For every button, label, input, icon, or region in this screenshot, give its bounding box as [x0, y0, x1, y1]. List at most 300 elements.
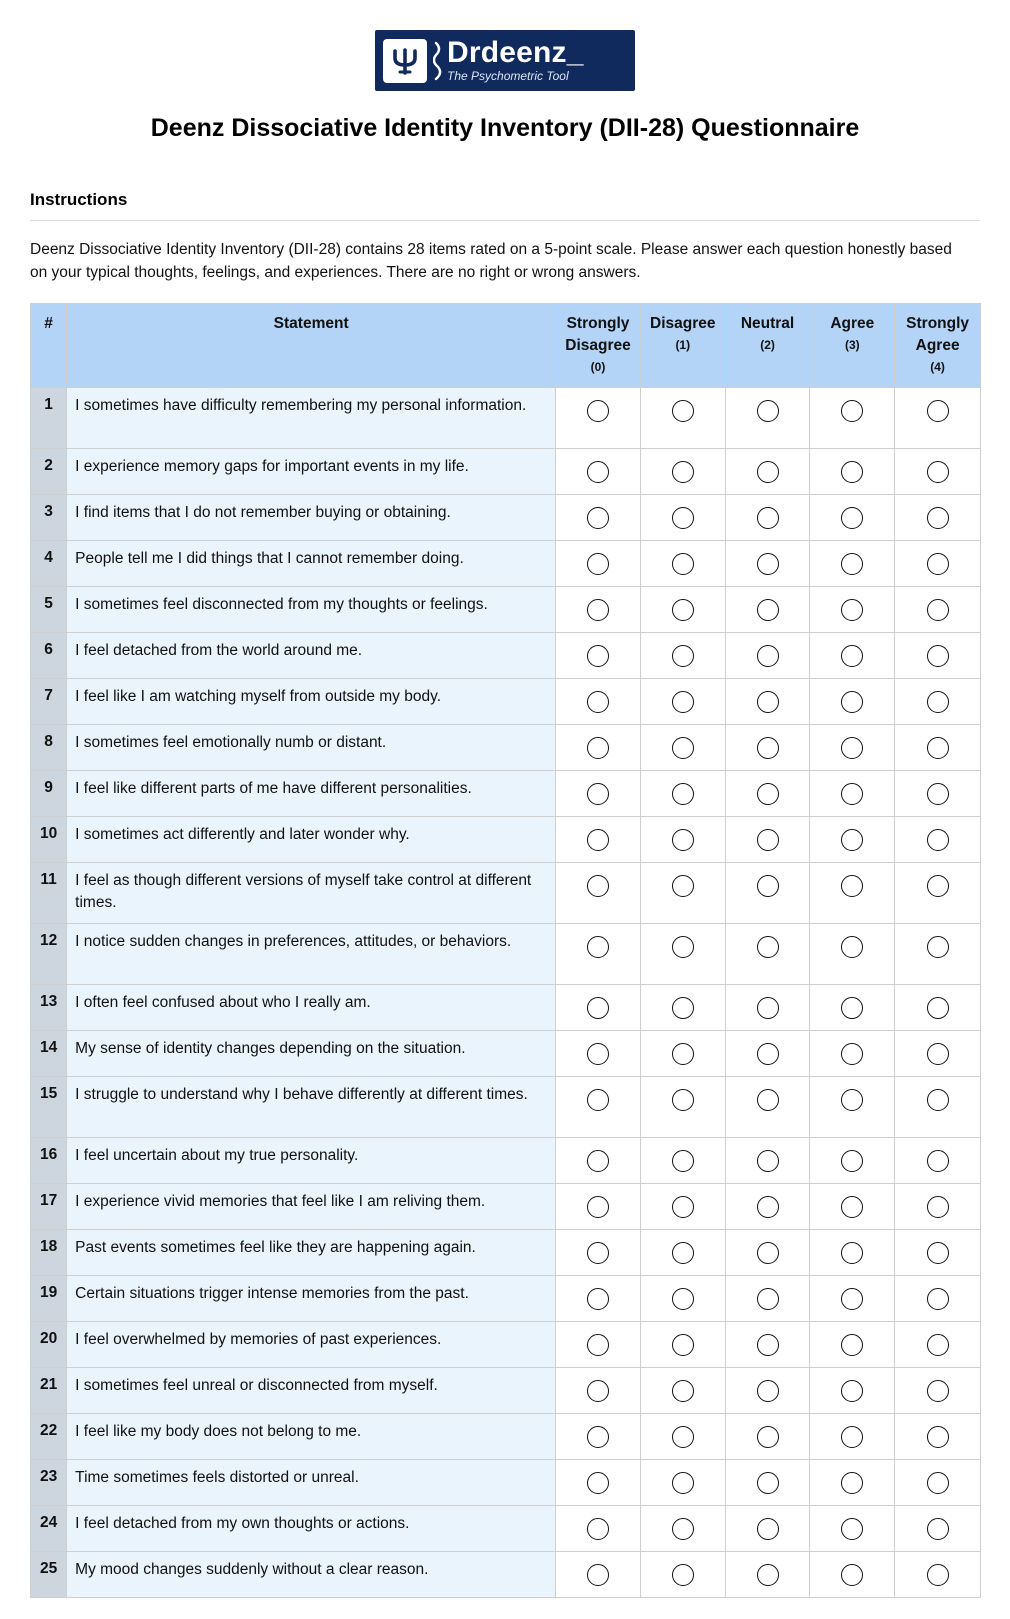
radio-button[interactable] [927, 645, 949, 667]
radio-button[interactable] [927, 1288, 949, 1310]
option-cell [810, 388, 895, 449]
option-cell [810, 495, 895, 541]
option-cell [556, 587, 641, 633]
radio-button[interactable] [927, 599, 949, 621]
option-cell [556, 1031, 641, 1077]
option-cell [810, 1506, 895, 1552]
radio-button[interactable] [587, 783, 609, 805]
option-cell [895, 1230, 981, 1276]
radio-button[interactable] [587, 1089, 609, 1111]
option-cell [895, 1414, 981, 1460]
item-statement: I experience memory gaps for important events in my life. [67, 449, 556, 495]
option-cell [725, 679, 810, 725]
radio-button[interactable] [927, 1242, 949, 1264]
radio-button[interactable] [672, 783, 694, 805]
item-number: 13 [31, 985, 67, 1031]
radio-button[interactable] [587, 1288, 609, 1310]
radio-button[interactable] [672, 1426, 694, 1448]
option-cell [556, 1322, 641, 1368]
radio-button[interactable] [672, 553, 694, 575]
header-option-label: Disagree [650, 315, 716, 332]
option-cell [556, 1460, 641, 1506]
psi-icon [383, 39, 427, 83]
radio-button[interactable] [927, 1380, 949, 1402]
item-number: 25 [31, 1552, 67, 1598]
radio-button[interactable] [587, 1334, 609, 1356]
radio-button[interactable] [757, 1518, 779, 1540]
item-number: 3 [31, 495, 67, 541]
option-cell [725, 725, 810, 771]
option-cell [810, 1414, 895, 1460]
option-cell [725, 985, 810, 1031]
radio-button[interactable] [587, 1196, 609, 1218]
radio-button[interactable] [672, 1380, 694, 1402]
option-cell [725, 863, 810, 924]
option-cell [725, 1460, 810, 1506]
option-cell [725, 1506, 810, 1552]
radio-button[interactable] [841, 1196, 863, 1218]
table-row [31, 1230, 981, 1276]
radio-button[interactable] [927, 936, 949, 958]
option-cell [556, 1552, 641, 1598]
option-cell [725, 1552, 810, 1598]
item-statement: I feel overwhelmed by memories of past experiences. [67, 1322, 556, 1368]
option-cell [810, 1276, 895, 1322]
wave-icon [433, 41, 443, 81]
radio-button[interactable] [672, 1472, 694, 1494]
radio-button[interactable] [841, 875, 863, 897]
radio-button[interactable] [927, 737, 949, 759]
radio-button[interactable] [841, 599, 863, 621]
radio-button[interactable] [841, 553, 863, 575]
option-cell [640, 388, 725, 449]
radio-button[interactable] [587, 599, 609, 621]
radio-button[interactable] [672, 1564, 694, 1586]
table-row [31, 679, 981, 725]
item-statement: I feel like different parts of me have different personalities. [67, 771, 556, 817]
header-option [556, 304, 641, 388]
radio-button[interactable] [841, 507, 863, 529]
radio-button[interactable] [757, 461, 779, 483]
radio-button[interactable] [672, 599, 694, 621]
radio-button[interactable] [587, 691, 609, 713]
option-cell [895, 587, 981, 633]
option-cell [556, 1138, 641, 1184]
option-cell [640, 725, 725, 771]
radio-button[interactable] [672, 936, 694, 958]
radio-button[interactable] [841, 1043, 863, 1065]
radio-button[interactable] [841, 1089, 863, 1111]
instructions-divider [30, 220, 980, 221]
radio-button[interactable] [757, 875, 779, 897]
brand-name: Drdeenz_ [447, 36, 584, 69]
option-cell [556, 388, 641, 449]
table-row [31, 817, 981, 863]
radio-button[interactable] [672, 829, 694, 851]
radio-button[interactable] [841, 1242, 863, 1264]
item-statement: I experience vivid memories that feel like I am reliving them. [67, 1184, 556, 1230]
option-cell [895, 1506, 981, 1552]
radio-button[interactable] [927, 1472, 949, 1494]
option-cell [556, 1414, 641, 1460]
item-statement: I often feel confused about who I really am. [67, 985, 556, 1031]
radio-button[interactable] [672, 1242, 694, 1264]
item-statement: I sometimes feel unreal or disconnected from myself. [67, 1368, 556, 1414]
radio-button[interactable] [841, 997, 863, 1019]
item-number: 15 [31, 1077, 67, 1138]
brand-tagline: The Psychometric Tool [447, 69, 569, 83]
option-cell [810, 587, 895, 633]
option-cell [556, 1368, 641, 1414]
radio-button[interactable] [757, 997, 779, 1019]
option-cell [640, 771, 725, 817]
item-number: 5 [31, 587, 67, 633]
option-cell [640, 1077, 725, 1138]
radio-button[interactable] [841, 691, 863, 713]
table-row [31, 1276, 981, 1322]
instructions-heading: Instructions [30, 190, 128, 209]
radio-button[interactable] [757, 1150, 779, 1172]
option-cell [556, 1077, 641, 1138]
radio-button[interactable] [587, 645, 609, 667]
item-statement: I feel detached from my own thoughts or actions. [67, 1506, 556, 1552]
radio-button[interactable] [757, 1334, 779, 1356]
radio-button[interactable] [927, 1089, 949, 1111]
instructions-text: Deenz Dissociative Identity Inventory (DII-28) contains 28 items rated on a 5-point scale. Please answer each question honestly based on your typical thoughts, feelings, and experiences. There are no right or wrong answers. [30, 241, 952, 281]
item-number: 22 [31, 1414, 67, 1460]
option-cell [725, 449, 810, 495]
option-cell [640, 1552, 725, 1598]
item-statement: I sometimes have difficulty remembering my personal information. [67, 388, 556, 449]
option-cell [725, 495, 810, 541]
header-option-score: (4) [930, 360, 945, 374]
radio-button[interactable] [672, 400, 694, 422]
radio-button[interactable] [672, 461, 694, 483]
table-row [31, 495, 981, 541]
item-number: 11 [31, 863, 67, 924]
radio-button[interactable] [841, 400, 863, 422]
option-cell [895, 924, 981, 985]
option-cell [810, 1031, 895, 1077]
radio-button[interactable] [927, 875, 949, 897]
table-row [31, 771, 981, 817]
radio-button[interactable] [757, 599, 779, 621]
radio-button[interactable] [672, 1334, 694, 1356]
option-cell [640, 1506, 725, 1552]
page-title: Deenz Dissociative Identity Inventory (DII-28) Questionnaire [150, 114, 860, 142]
option-cell [895, 1077, 981, 1138]
table-row [31, 388, 981, 449]
option-cell [895, 1276, 981, 1322]
option-cell [640, 587, 725, 633]
radio-button[interactable] [841, 1334, 863, 1356]
item-number: 14 [31, 1031, 67, 1077]
radio-button[interactable] [757, 1564, 779, 1586]
radio-button[interactable] [757, 1288, 779, 1310]
radio-button[interactable] [757, 1380, 779, 1402]
header-option-label: Strongly Disagree [565, 315, 631, 354]
radio-button[interactable] [587, 1380, 609, 1402]
radio-button[interactable] [927, 691, 949, 713]
option-cell [810, 771, 895, 817]
option-cell [556, 725, 641, 771]
radio-button[interactable] [672, 1150, 694, 1172]
item-statement: People tell me I did things that I cannot remember doing. [67, 541, 556, 587]
radio-button[interactable] [757, 553, 779, 575]
table-row [31, 1138, 981, 1184]
radio-button[interactable] [841, 936, 863, 958]
option-cell [640, 1031, 725, 1077]
radio-button[interactable] [757, 507, 779, 529]
radio-button[interactable] [587, 875, 609, 897]
radio-button[interactable] [587, 997, 609, 1019]
item-statement: My mood changes suddenly without a clear reason. [67, 1552, 556, 1598]
item-statement: I sometimes act differently and later wonder why. [67, 817, 556, 863]
option-cell [810, 1322, 895, 1368]
option-cell [895, 863, 981, 924]
table-row [31, 1506, 981, 1552]
item-statement: I feel like my body does not belong to me. [67, 1414, 556, 1460]
radio-button[interactable] [927, 1150, 949, 1172]
table-row [31, 1077, 981, 1138]
header-option [895, 304, 981, 388]
radio-button[interactable] [757, 1242, 779, 1264]
option-cell [640, 1184, 725, 1230]
option-cell [895, 985, 981, 1031]
radio-button[interactable] [927, 400, 949, 422]
option-cell [895, 1031, 981, 1077]
radio-button[interactable] [672, 737, 694, 759]
item-statement: I feel like I am watching myself from outside my body. [67, 679, 556, 725]
option-cell [556, 1506, 641, 1552]
radio-button[interactable] [672, 875, 694, 897]
option-cell [640, 985, 725, 1031]
radio-button[interactable] [841, 1564, 863, 1586]
radio-button[interactable] [927, 1334, 949, 1356]
header-number: # [31, 304, 67, 388]
radio-button[interactable] [927, 553, 949, 575]
questionnaire-table [30, 303, 981, 1598]
item-number: 10 [31, 817, 67, 863]
radio-button[interactable] [757, 737, 779, 759]
item-statement: Certain situations trigger intense memories from the past. [67, 1276, 556, 1322]
table-row [31, 449, 981, 495]
option-cell [810, 1077, 895, 1138]
option-cell [556, 985, 641, 1031]
radio-button[interactable] [757, 1043, 779, 1065]
radio-button[interactable] [927, 783, 949, 805]
radio-button[interactable] [841, 1472, 863, 1494]
option-cell [725, 1077, 810, 1138]
option-cell [640, 1322, 725, 1368]
radio-button[interactable] [757, 1472, 779, 1494]
option-cell [810, 985, 895, 1031]
item-statement: I find items that I do not remember buying or obtaining. [67, 495, 556, 541]
option-cell [810, 633, 895, 679]
item-statement: I feel uncertain about my true personality. [67, 1138, 556, 1184]
radio-button[interactable] [927, 997, 949, 1019]
option-cell [725, 1230, 810, 1276]
item-statement: I feel detached from the world around me. [67, 633, 556, 679]
option-cell [725, 817, 810, 863]
option-cell [556, 1230, 641, 1276]
radio-button[interactable] [672, 507, 694, 529]
item-statement: My sense of identity changes depending on the situation. [67, 1031, 556, 1077]
radio-button[interactable] [927, 829, 949, 851]
table-row [31, 1552, 981, 1598]
radio-button[interactable] [841, 737, 863, 759]
option-cell [725, 1184, 810, 1230]
header-option-score: (1) [675, 338, 691, 352]
radio-button[interactable] [587, 1426, 609, 1448]
radio-button[interactable] [587, 1472, 609, 1494]
radio-button[interactable] [587, 1564, 609, 1586]
table-row [31, 1184, 981, 1230]
item-statement: Time sometimes feels distorted or unreal. [67, 1460, 556, 1506]
table-header-row [31, 304, 981, 388]
option-cell [556, 541, 641, 587]
radio-button[interactable] [757, 783, 779, 805]
option-cell [725, 633, 810, 679]
radio-button[interactable] [927, 1518, 949, 1540]
option-cell [640, 679, 725, 725]
radio-button[interactable] [841, 1380, 863, 1402]
item-number: 20 [31, 1322, 67, 1368]
radio-button[interactable] [587, 553, 609, 575]
radio-button[interactable] [841, 1288, 863, 1310]
radio-button[interactable] [757, 1089, 779, 1111]
radio-button[interactable] [672, 691, 694, 713]
table-row [31, 633, 981, 679]
header-option-score: (0) [590, 360, 606, 374]
option-cell [725, 388, 810, 449]
radio-button[interactable] [587, 1150, 609, 1172]
radio-button[interactable] [757, 1426, 779, 1448]
radio-button[interactable] [672, 1518, 694, 1540]
radio-button[interactable] [841, 461, 863, 483]
radio-button[interactable] [587, 829, 609, 851]
option-cell [556, 817, 641, 863]
radio-button[interactable] [841, 783, 863, 805]
option-cell [895, 541, 981, 587]
radio-button[interactable] [841, 1426, 863, 1448]
radio-button[interactable] [927, 1564, 949, 1586]
radio-button[interactable] [672, 1089, 694, 1111]
option-cell [725, 587, 810, 633]
radio-button[interactable] [757, 645, 779, 667]
radio-button[interactable] [587, 737, 609, 759]
radio-button[interactable] [672, 1288, 694, 1310]
item-number: 18 [31, 1230, 67, 1276]
option-cell [810, 679, 895, 725]
option-cell [895, 495, 981, 541]
option-cell [640, 1138, 725, 1184]
radio-button[interactable] [757, 1196, 779, 1218]
option-cell [895, 1368, 981, 1414]
radio-button[interactable] [927, 1196, 949, 1218]
item-number: 9 [31, 771, 67, 817]
option-cell [556, 1276, 641, 1322]
option-cell [725, 771, 810, 817]
radio-button[interactable] [927, 1043, 949, 1065]
option-cell [640, 924, 725, 985]
table-row [31, 1414, 981, 1460]
item-number: 1 [31, 388, 67, 449]
option-cell [810, 725, 895, 771]
item-number: 17 [31, 1184, 67, 1230]
option-cell [810, 1552, 895, 1598]
radio-button[interactable] [587, 461, 609, 483]
option-cell [725, 1138, 810, 1184]
radio-button[interactable] [587, 1518, 609, 1540]
radio-button[interactable] [672, 1196, 694, 1218]
radio-button[interactable] [841, 829, 863, 851]
radio-button[interactable] [757, 936, 779, 958]
item-number: 23 [31, 1460, 67, 1506]
radio-button[interactable] [587, 1242, 609, 1264]
option-cell [725, 1368, 810, 1414]
table-row [31, 1368, 981, 1414]
option-cell [640, 495, 725, 541]
option-cell [556, 449, 641, 495]
radio-button[interactable] [587, 936, 609, 958]
radio-button[interactable] [927, 461, 949, 483]
radio-button[interactable] [841, 1150, 863, 1172]
option-cell [810, 863, 895, 924]
option-cell [895, 449, 981, 495]
radio-button[interactable] [757, 691, 779, 713]
radio-button[interactable] [757, 829, 779, 851]
header-option-label: Strongly Agree [906, 315, 970, 354]
radio-button[interactable] [841, 1518, 863, 1540]
radio-button[interactable] [927, 1426, 949, 1448]
table-row [31, 1031, 981, 1077]
radio-button[interactable] [672, 1043, 694, 1065]
table-row [31, 924, 981, 985]
option-cell [810, 1368, 895, 1414]
radio-button[interactable] [587, 1043, 609, 1065]
item-statement: I sometimes feel disconnected from my thoughts or feelings. [67, 587, 556, 633]
radio-button[interactable] [587, 507, 609, 529]
item-number: 8 [31, 725, 67, 771]
item-statement: I struggle to understand why I behave differently at different times. [67, 1077, 556, 1138]
option-cell [895, 817, 981, 863]
option-cell [640, 817, 725, 863]
radio-button[interactable] [672, 645, 694, 667]
radio-button[interactable] [672, 997, 694, 1019]
option-cell [895, 679, 981, 725]
radio-button[interactable] [757, 400, 779, 422]
option-cell [810, 449, 895, 495]
option-cell [725, 1276, 810, 1322]
item-number: 12 [31, 924, 67, 985]
header-option [640, 304, 725, 388]
header-statement: Statement [67, 304, 556, 388]
radio-button[interactable] [587, 400, 609, 422]
option-cell [895, 1552, 981, 1598]
radio-button[interactable] [927, 507, 949, 529]
option-cell [640, 1368, 725, 1414]
item-number: 7 [31, 679, 67, 725]
header-option-score: (2) [760, 338, 775, 352]
option-cell [810, 1138, 895, 1184]
option-cell [556, 633, 641, 679]
option-cell [725, 1322, 810, 1368]
item-number: 16 [31, 1138, 67, 1184]
option-cell [895, 633, 981, 679]
radio-button[interactable] [841, 645, 863, 667]
option-cell [556, 679, 641, 725]
